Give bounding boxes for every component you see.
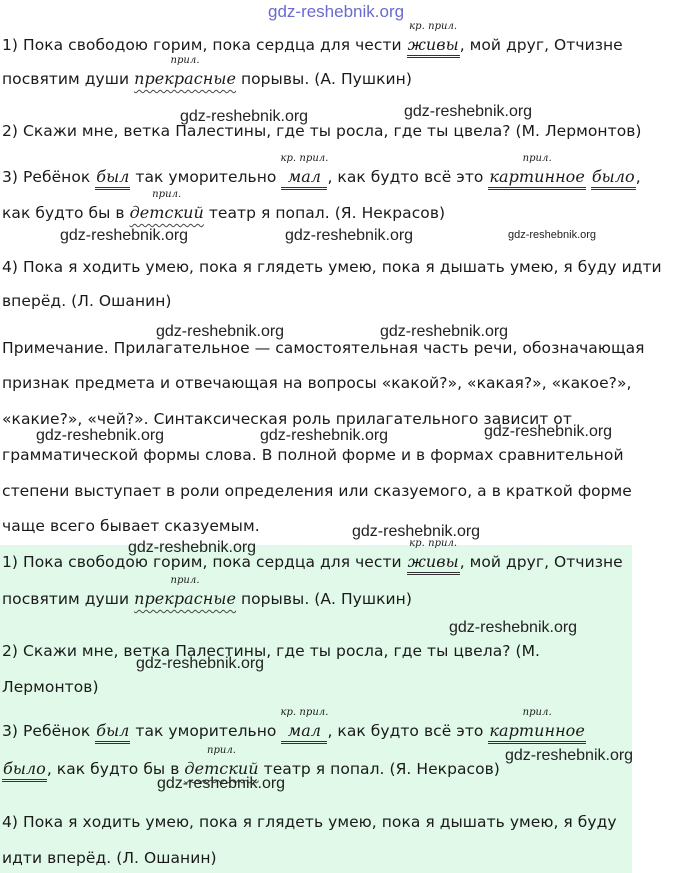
word-prekrasnye [134, 55, 236, 89]
text: 3) Ребёнок [2, 168, 91, 186]
word-text: детский [129, 203, 204, 222]
note-line-2 [2, 373, 631, 393]
word-text: было [591, 167, 635, 186]
word-text: картинное [489, 721, 585, 740]
sentence-4-line-1 [2, 257, 662, 277]
word-zhivy [407, 538, 460, 575]
word-text: прекрасные [134, 589, 236, 608]
text: , мой друг, Отчизне [459, 36, 623, 54]
watermark: gdz-reshebnik.org [352, 523, 481, 540]
text: 2) Скажи мне, ветка Палестины, где ты росла, где ты цвела? (М. [2, 642, 541, 660]
text: , как будто бы в [46, 760, 180, 778]
watermark: gdz-reshebnik.org [180, 108, 309, 125]
watermark: gdz-reshebnik.org [60, 227, 189, 244]
annotation: прил. [522, 153, 552, 164]
word-text: прекрасные [134, 69, 236, 88]
sentence-4-line-2 [2, 291, 172, 311]
word-detskiy [129, 189, 204, 223]
word-mal [280, 153, 329, 190]
word-byl [95, 167, 130, 190]
watermark: gdz-reshebnik.org [260, 427, 389, 444]
watermark: gdz-reshebnik.org [505, 747, 634, 764]
text: 1) Пока свободою горим, пока сердца для чести [2, 553, 402, 571]
annotation: прил. [170, 575, 200, 586]
text: 1) Пока свободою горим, пока сердца для чести [2, 36, 402, 54]
word-text: детский [184, 759, 259, 778]
text: идти вперёд. (Л. Ошанин) [2, 849, 217, 867]
sentence-1-line-2 [2, 55, 412, 89]
word-text: мал [287, 721, 322, 740]
sentence-3-line-1 [2, 153, 641, 190]
watermark: gdz-reshebnik.org [136, 655, 265, 672]
text: , мой друг, Отчизне [459, 553, 623, 571]
answer-sentence-4-line-2 [2, 848, 217, 868]
text: степени выступает в роли определения или сказуемого, а в краткой форме [2, 482, 632, 500]
answer-sentence-1-line-2 [2, 575, 412, 609]
text: 4) Пока я ходить умею, пока я глядеть умею, пока я дышать умею, я буду [2, 813, 617, 831]
text: посвятим души [2, 70, 130, 88]
word-text: живы [407, 552, 459, 571]
text: чаще всего бывает сказуемым. [2, 517, 260, 535]
watermark: gdz-reshebnik.org [404, 103, 533, 120]
text: как будто бы в [2, 204, 125, 222]
text: вперёд. (Л. Ошанин) [2, 292, 172, 310]
annotation: прил. [206, 745, 237, 756]
word-bylo [591, 167, 636, 190]
annotation: кр. прил. [280, 707, 329, 718]
note-line-6 [2, 516, 260, 536]
text: 3) Ребёнок [2, 722, 91, 740]
sentence-3-line-2 [2, 189, 446, 223]
watermark: gdz-reshebnik.org [380, 323, 509, 340]
answer-sentence-3-line-1 [2, 707, 586, 744]
text: , как будто всё это [327, 722, 484, 740]
text: театр я попал. (Я. Некрасов) [263, 760, 500, 778]
note-line-1 [2, 338, 645, 358]
text: Лермонтов) [2, 678, 99, 696]
text: , [635, 168, 641, 186]
word-byl [95, 721, 130, 744]
text: 2) Скажи мне, ветка Палестины, где ты росла, где ты цвела? (М. Лермонтов) [2, 122, 642, 140]
word-text: было [3, 759, 46, 778]
sentence-1-line-1 [2, 21, 623, 58]
text: театр я попал. (Я. Некрасов) [208, 204, 446, 222]
answer-sentence-4-line-1 [2, 812, 617, 832]
text: так уморительно [135, 722, 277, 740]
watermark: gdz-reshebnik.org [268, 2, 405, 21]
watermark: gdz-reshebnik.org [157, 775, 286, 792]
note-line-4 [2, 445, 624, 465]
text: Примечание. Прилагательное — самостоятельная часть речи, обозначающая [2, 339, 645, 357]
text: порывы. (А. Пушкин) [240, 70, 412, 88]
word-prekrasnye [134, 575, 236, 609]
sentence-2 [2, 121, 642, 141]
watermark: gdz-reshebnik.org [36, 427, 165, 444]
word-kartinnoe [488, 153, 585, 190]
watermark: gdz-reshebnik.org [128, 539, 257, 556]
word-text: картинное [489, 167, 585, 186]
watermark: gdz-reshebnik.org [449, 619, 578, 636]
text: так уморительно [135, 168, 277, 186]
word-text: был [96, 167, 130, 186]
watermark: gdz-reshebnik.org [508, 229, 597, 241]
text: посвятим души [2, 590, 130, 608]
text: признак предмета и отвечающая на вопросы «какой?», «какая?», «какое?», [2, 374, 632, 392]
annotation: прил. [152, 189, 182, 200]
word-text: мал [287, 167, 322, 186]
word-mal [280, 707, 329, 744]
word-zhivy [407, 21, 460, 58]
annotation: прил. [522, 707, 552, 718]
annotation: прил. [170, 55, 200, 66]
text: , как будто всё это [327, 168, 484, 186]
watermark: gdz-reshebnik.org [484, 423, 613, 440]
annotation: кр. прил. [409, 538, 458, 549]
annotation: кр. прил. [409, 21, 458, 32]
annotation: кр. прил. [280, 153, 329, 164]
answer-sentence-2-line-1 [2, 641, 540, 661]
text: грамматической формы слова. В полной форме и в формах сравнительной [2, 446, 624, 464]
text: порывы. (А. Пушкин) [240, 590, 412, 608]
watermark: gdz-reshebnik.org [156, 323, 285, 340]
word-text: живы [407, 35, 459, 54]
text: «какие?», «чей?». Синтаксическая роль прилагательного зависит от [2, 410, 572, 428]
watermark: gdz-reshebnik.org [285, 227, 414, 244]
word-bylo [2, 759, 47, 782]
text: 4) Пока я ходить умею, пока я глядеть умею, пока я дышать умею, я буду идти [2, 258, 662, 276]
word-text: был [96, 721, 130, 740]
note-line-5 [2, 481, 632, 501]
word-kartinnoe [488, 707, 585, 744]
answer-sentence-2-line-2 [2, 677, 99, 697]
